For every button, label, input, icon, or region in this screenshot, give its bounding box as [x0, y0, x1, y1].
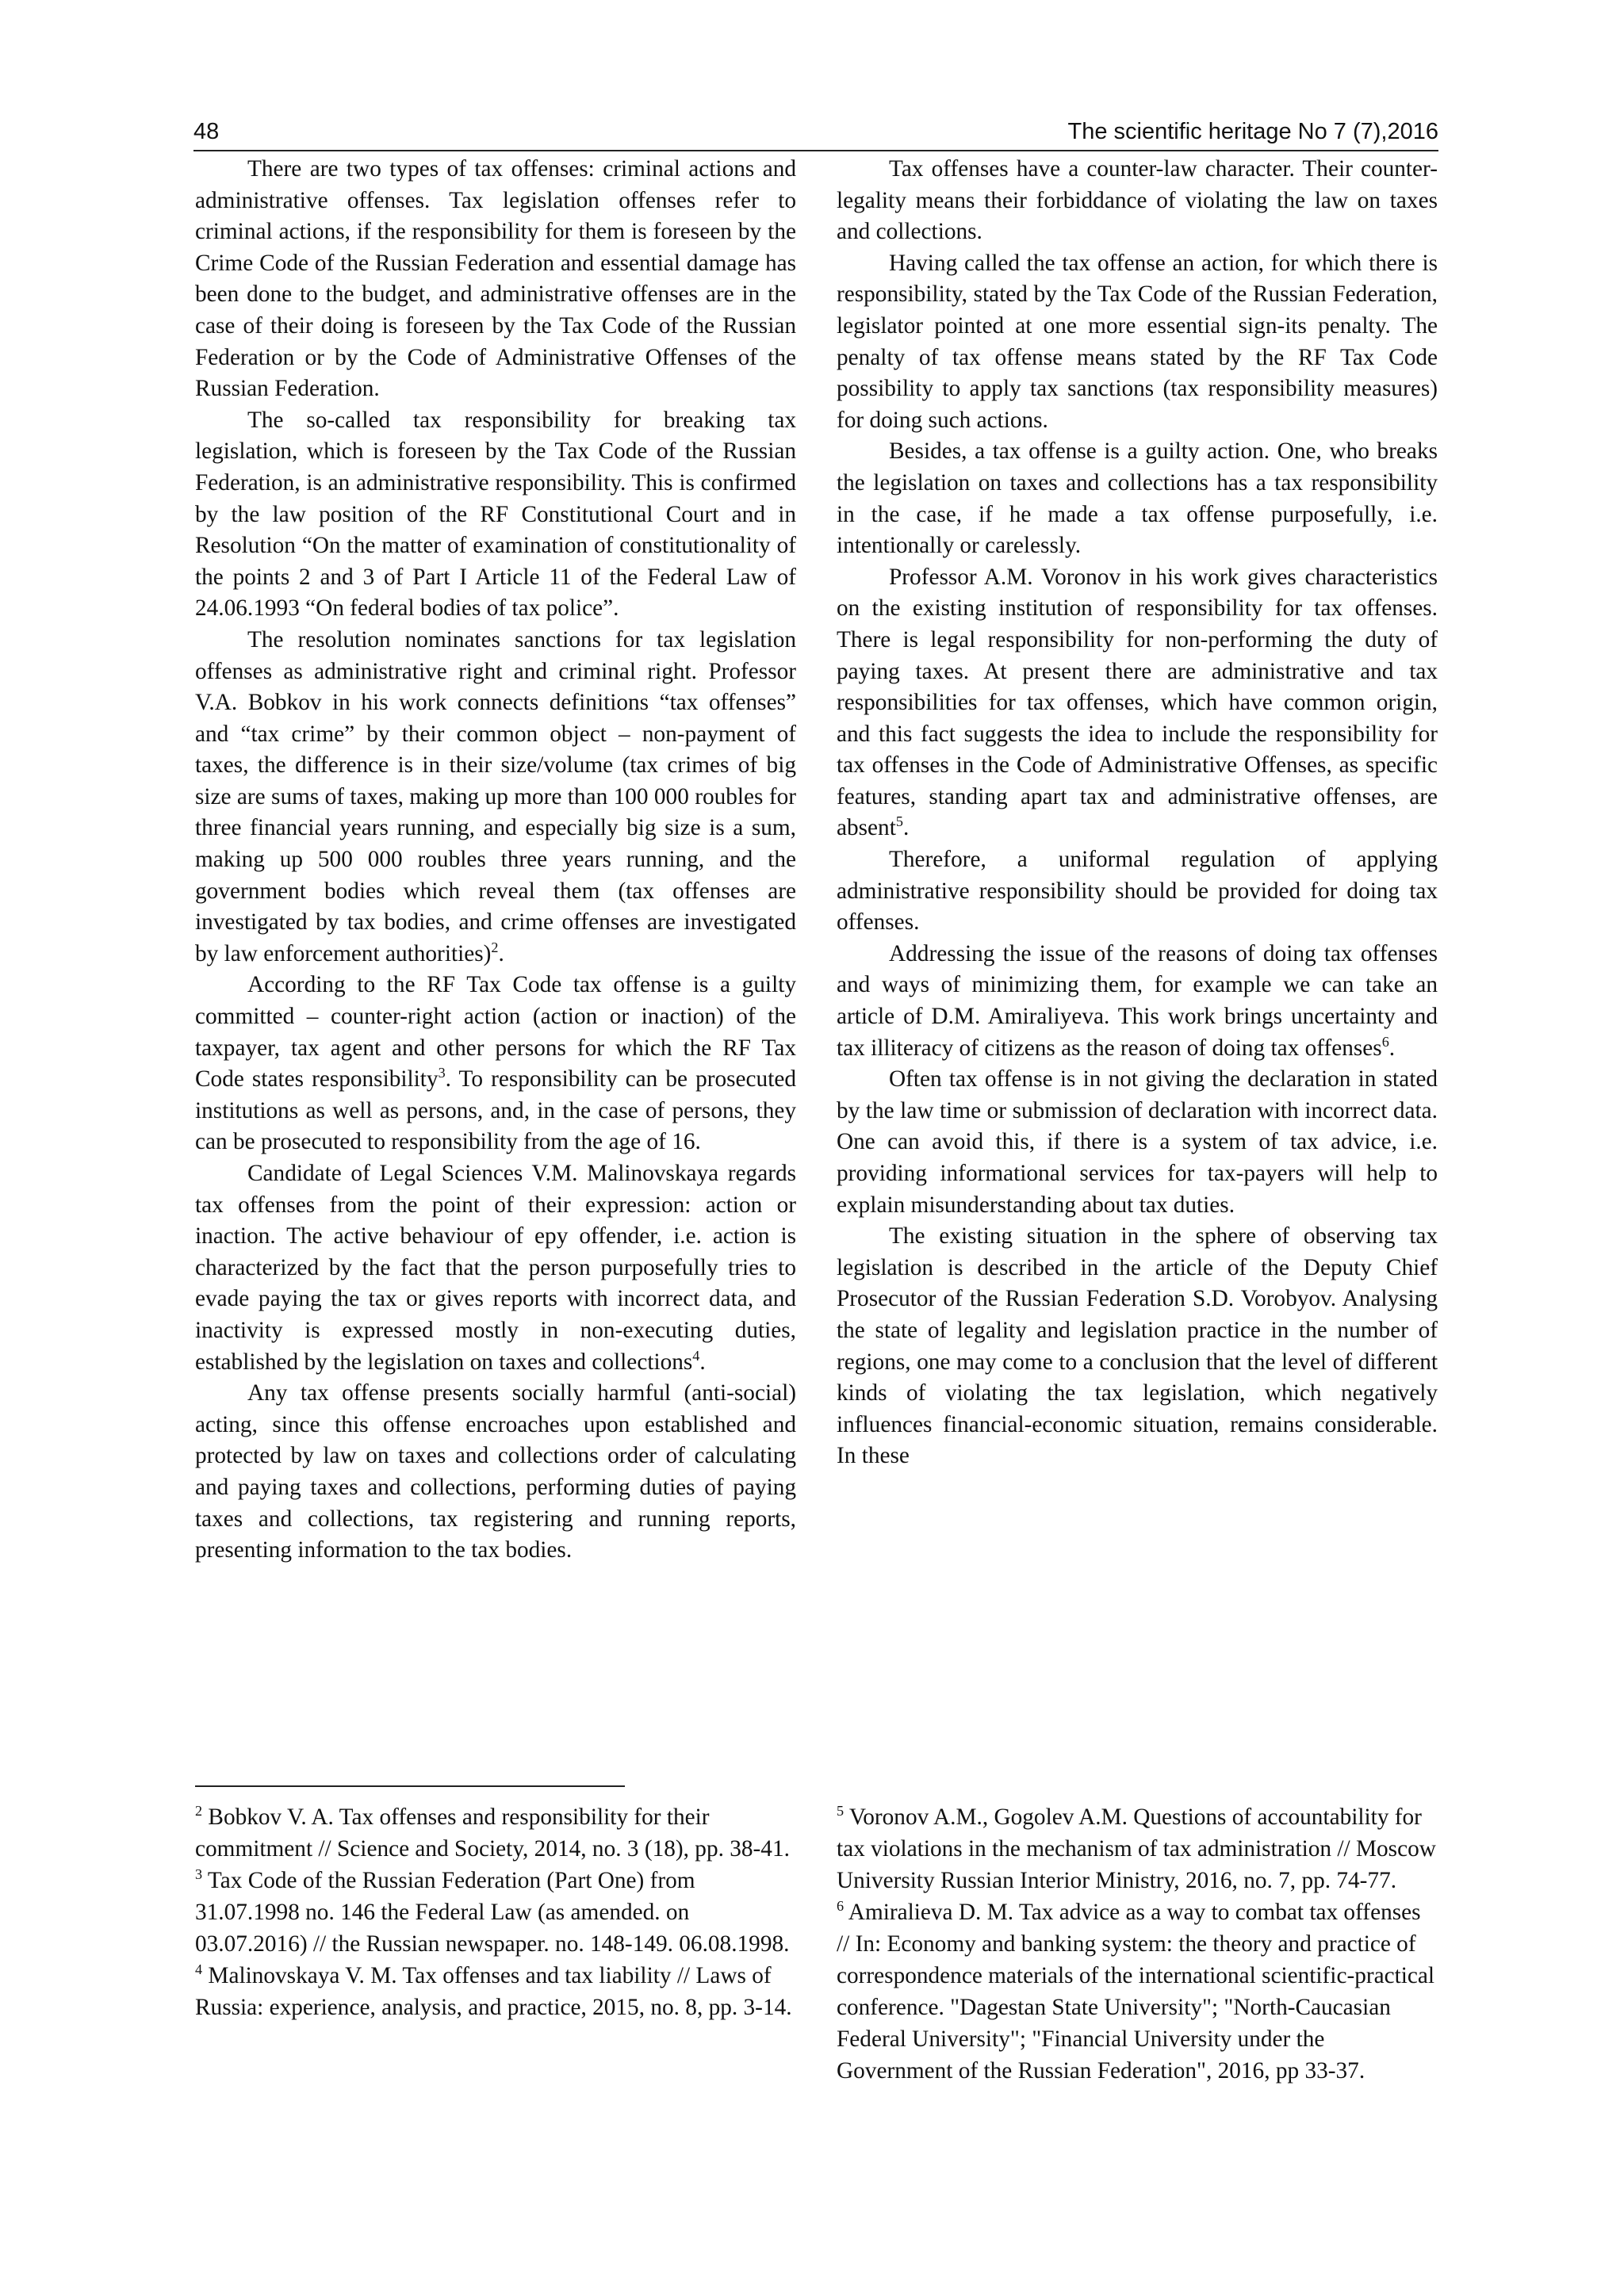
footnote-number: 4	[195, 1961, 203, 1978]
paragraph: According to the RF Tax Code tax offense is a guilty committed – counter-right action (action or inaction) of the taxpayer, tax agent and other persons for which the RF Tax Code states responsibility$^3$. To responsibility can be prosecuted institutions as well as persons, and, in the case of persons, they can be prosecuted to responsibility from the age of 16.	[195, 972, 796, 1155]
left-column	[195, 154, 796, 1567]
footnote: $^4$ Malinovskaya V. M. Tax offenses and tax liability // Laws of Russia: experience, analysis, and practice, 2015, no. 8, pp. 3-14.	[195, 1961, 792, 2020]
footnote: $^2$ Bobkov V. A. Tax offenses and responsibility for their commitment // Science and Society, 2014, no. 3 (18), pp. 38-41.	[195, 1803, 790, 1862]
footnote-number: 6	[837, 1898, 845, 1915]
paragraph: Therefore, a uniformal regulation of applying administrative responsibility should be provided for doing tax offenses.	[837, 847, 1438, 936]
footnote-number: 3	[195, 1866, 203, 1883]
footnote-ref[interactable]: 5	[895, 813, 903, 830]
header-rule	[193, 150, 1438, 151]
paragraph: The existing situation in the sphere of observing tax legislation is described in the article of the Deputy Chief Prosecutor of the Russian Federation S.D. Vorobyov. Analysing the state of legality and legislation practice in the number of regions, one may come to a conclusion that the level of different kinds of violating the tax legislation, which negatively influences financial-economic situation, remains considerable. In these	[837, 1223, 1438, 1469]
footnote-separator	[195, 1785, 625, 1787]
footnotes-right	[837, 1801, 1439, 2087]
footnote: $^6$ Amiralieva D. M. Tax advice as a way to combat tax offenses // In: Economy and banking system: the theory and practice of correspondence materials of the international scientific-practical conference. "Dagestan State University"; "North-Caucasian Federal University"; "Financial University under the Government of the Russian Federation", 2016, pp 33-37.	[837, 1898, 1435, 2084]
page-number: 48	[193, 119, 220, 144]
footnote: $^5$ Voronov A.M., Gogolev A.M. Questions of accountability for tax violations in the mechanism of tax administration // Moscow University Russian Interior Ministry, 2016, no. 7, pp. 74-77.	[837, 1803, 1436, 1893]
footnote-ref[interactable]: 2	[491, 939, 499, 956]
footnote: $^3$ Tax Code of the Russian Federation (Part One) from 31.07.1998 no. 146 the Federal Law (as amended. on 03.07.2016) // the Russian newspaper. no. 148-149. 06.08.1998.	[195, 1866, 790, 1957]
paragraph: Often tax offense is in not giving the declaration in stated by the law time or submission of declaration with incorrect data. One can avoid this, if there is a system of tax advice, i.e. providing informational services for tax-payers will help to explain misunderstanding about tax duties.	[837, 1066, 1438, 1218]
footnote-number: 5	[837, 1803, 845, 1820]
footnote-number: 2	[195, 1803, 203, 1820]
paragraph: Candidate of Legal Sciences V.M. Malinovskaya regards tax offenses from the point of their expression: action or inaction. The active behaviour of epy offender, i.e. action is characterized by the fact that the person purposefully tries to evade paying the tax or gives reports with incorrect data, and inactivity is expressed mostly in non-executing duties, established by the legislation on taxes and collections$^4$.	[195, 1161, 796, 1375]
running-head	[193, 116, 1438, 151]
paragraph: Besides, a tax offense is a guilty action. One, who breaks the legislation on taxes and collections has a tax responsibility in the case, if he made a tax offense purposefully, i.e. intentionally or carelessly.	[837, 438, 1438, 559]
footnote-ref[interactable]: 3	[438, 1065, 446, 1081]
right-column	[837, 154, 1438, 1472]
journal-title: The scientific heritage No 7 (7),2016	[1067, 119, 1438, 144]
footnotes-left	[195, 1801, 798, 2023]
paragraph: Professor A.M. Voronov in his work gives characteristics on the existing institution of responsibility for tax offenses. There is legal responsibility for non-performing the duty of paying taxes. At present there are administrative and tax responsibilities for tax offenses, which have common origin, and this fact suggests the idea to include the responsibility for tax offenses in the Code of Administrative Offenses, as specific features, standing apart tax and administrative offenses, are absent$^5$.	[837, 564, 1438, 841]
footnote-ref[interactable]: 4	[692, 1347, 700, 1364]
paragraph: The so-called tax responsibility for breaking tax legislation, which is foreseen by the Tax Code of the Russian Federation, is an administrative responsibility. This is confirmed by the law position of the RF Constitutional Court and in Resolution “On the matter of examination of constitutionality of the points 2 and 3 of Part I Article 11 of the Federal Law of 24.06.1993 “On federal bodies of tax police”.	[195, 407, 796, 622]
footnote-ref[interactable]: 6	[1381, 1033, 1389, 1050]
paragraph: Any tax offense presents socially harmful (anti-social) acting, since this offense encroaches upon established and protected by law on taxes and collections order of calculating and paying taxes and collections, performing duties of paying taxes and collections, tax registering and running reports, presenting information to the tax bodies.	[195, 1380, 796, 1563]
paragraph: Tax offenses have a counter-law character. Their counter-legality means their forbiddance of violating the law on taxes and collections.	[837, 156, 1438, 245]
paragraph: The resolution nominates sanctions for tax legislation offenses as administrative right and criminal right. Professor V.A. Bobkov in his work connects definitions “tax offenses” and “tax crime” by their common object – non-payment of taxes, the difference is in their size/volume (tax crimes of big size are sums of taxes, making up more than 100 000 roubles for three financial years running, and especially big size is a sum, making up 500 000 roubles three years running, and the government bodies which reveal them (tax offenses are investigated by tax bodies, and crime offenses are investigated by law enforcement authorities)$^2$.	[195, 626, 796, 966]
paragraph: Addressing the issue of the reasons of doing tax offenses and ways of minimizing them, for example we can take an article of D.M. Amiraliyeva. This work brings uncertainty and tax illiteracy of citizens as the reason of doing tax offenses$^6$.	[837, 940, 1438, 1061]
paragraph: There are two types of tax offenses: criminal actions and administrative offenses. Tax legislation offenses refer to criminal actions, if the responsibility for them is foreseen by the Crime Code of the Russian Federation and essential damage has been done to the budget, and administrative offenses are in the case of their doing is foreseen by the Tax Code of the Russian Federation or by the Code of Administrative Offenses of the Russian Federation.	[195, 156, 796, 402]
paragraph: Having called the tax offense an action, for which there is responsibility, stated by the Tax Code of the Russian Federation, legislator pointed at one more essential sign-its penalty. The penalty of tax offense means stated by the RF Tax Code possibility to apply tax sanctions (tax responsibility measures) for doing such actions.	[837, 250, 1438, 433]
